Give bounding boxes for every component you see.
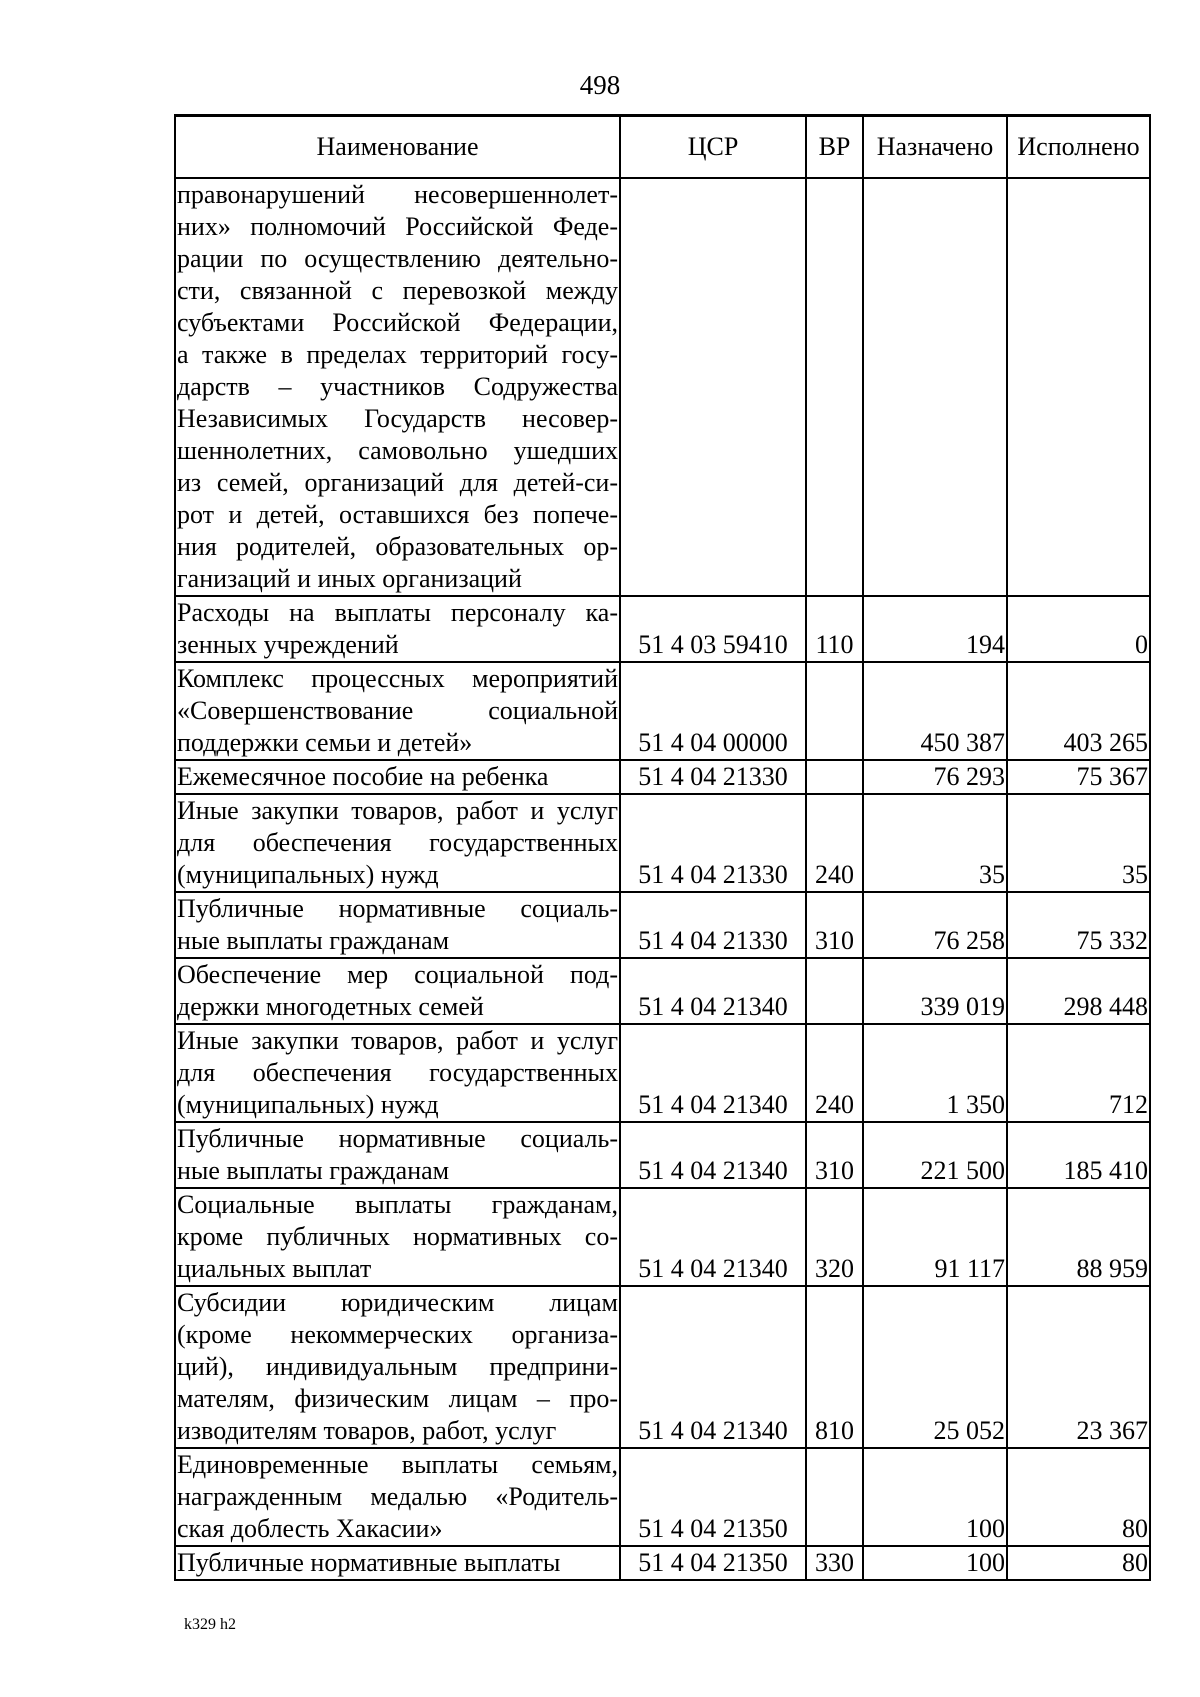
row-vr: 810 (806, 1286, 863, 1448)
header-csr: ЦСР (620, 116, 806, 179)
row-name (175, 760, 620, 794)
row-vr (806, 958, 863, 1024)
row-csr: 51 4 04 21330 (620, 794, 806, 892)
row-name-line: шеннолетних, самовольно ушедших (177, 436, 618, 465)
row-planned: 194 (863, 596, 1007, 662)
row-csr: 51 4 04 21330 (620, 760, 806, 794)
row-name (175, 596, 620, 662)
row-planned: 100 (863, 1448, 1007, 1546)
row-name-line: мателям, физическим лицам – про- (177, 1384, 618, 1413)
row-name-line: кроме публичных нормативных со- (177, 1222, 618, 1251)
row-csr: 51 4 04 21350 (620, 1448, 806, 1546)
row-name-line: держки многодетных семей (177, 992, 484, 1021)
row-csr: 51 4 04 21340 (620, 958, 806, 1024)
row-name-line: Субсидии юридическим лицам (177, 1288, 618, 1317)
row-name-line: Иные закупки товаров, работ и услуг (177, 1026, 618, 1055)
row-name-line: «Совершенствование социальной (177, 696, 618, 725)
row-vr: 320 (806, 1188, 863, 1286)
header-name: Наименование (175, 116, 620, 179)
row-planned: 221 500 (863, 1122, 1007, 1188)
row-name (175, 662, 620, 760)
row-name-line: Ежемесячное пособие на ребенка (177, 762, 549, 791)
row-vr (806, 760, 863, 794)
row-name-line: субъектами Российской Федерации, (177, 308, 618, 337)
row-name-line: Обеспечение мер социальной под- (177, 960, 618, 989)
row-name-line: (кроме некоммерческих организа- (177, 1320, 618, 1349)
row-executed: 75 367 (1007, 760, 1150, 794)
table-row (175, 662, 1150, 760)
table-row (175, 958, 1150, 1024)
row-name-line: награжденным медалью «Родитель- (177, 1482, 618, 1511)
row-name-line: ные выплаты гражданам (177, 926, 450, 955)
table-row (175, 794, 1150, 892)
row-name (175, 794, 620, 892)
row-csr: 51 4 04 21340 (620, 1286, 806, 1448)
table-row (175, 1188, 1150, 1286)
row-name-line: поддержки семьи и детей» (177, 728, 473, 757)
row-planned: 76 293 (863, 760, 1007, 794)
row-name-line: ные выплаты гражданам (177, 1156, 450, 1185)
row-name-line: Независимых Государств несовер- (177, 404, 618, 433)
row-planned: 91 117 (863, 1188, 1007, 1286)
row-name-line: Расходы на выплаты персоналу ка- (177, 598, 618, 627)
table-header-row (175, 116, 1150, 179)
table-row (175, 1448, 1150, 1546)
row-name-line: Комплекс процессных мероприятий (177, 664, 618, 693)
row-planned: 76 258 (863, 892, 1007, 958)
row-csr: 51 4 04 21340 (620, 1024, 806, 1122)
header-planned: Назначено (863, 116, 1007, 179)
row-planned: 339 019 (863, 958, 1007, 1024)
row-name-line: сти, связанной с перевозкой между (177, 276, 618, 305)
table-body (175, 178, 1150, 1580)
table-row (175, 1546, 1150, 1580)
row-planned: 35 (863, 794, 1007, 892)
row-executed: 403 265 (1007, 662, 1150, 760)
row-name-line: ций), индивидуальным предприни- (177, 1352, 618, 1381)
row-name-line: а также в пределах территорий госу- (177, 340, 618, 369)
row-name-line: Публичные нормативные социаль- (177, 894, 618, 923)
row-name-line: (муниципальных) нужд (177, 860, 439, 889)
row-name-line: Социальные выплаты гражданам, (177, 1190, 618, 1219)
row-planned: 1 350 (863, 1024, 1007, 1122)
row-name-line: дарств – участников Содружества (177, 372, 618, 401)
row-name-line: Единовременные выплаты семьям, (177, 1450, 618, 1479)
row-name (175, 1286, 620, 1448)
row-name (175, 178, 620, 596)
table-row (175, 760, 1150, 794)
row-executed: 185 410 (1007, 1122, 1150, 1188)
row-vr (806, 1448, 863, 1546)
row-planned: 25 052 (863, 1286, 1007, 1448)
row-executed: 298 448 (1007, 958, 1150, 1024)
row-vr (806, 178, 863, 596)
row-executed: 80 (1007, 1448, 1150, 1546)
row-name (175, 1024, 620, 1122)
table-row (175, 596, 1150, 662)
row-name-line: ская доблесть Хакасии» (177, 1514, 443, 1543)
row-name-line: них» полномочий Российской Феде- (177, 212, 618, 241)
row-vr: 310 (806, 892, 863, 958)
row-name-line: ния родителей, образовательных ор- (177, 532, 618, 561)
header-vr: ВР (806, 116, 863, 179)
row-name-line: правонарушений несовершеннолет- (177, 180, 618, 209)
row-name-line: зенных учреждений (177, 630, 399, 659)
row-vr: 240 (806, 794, 863, 892)
header-executed: Исполнено (1007, 116, 1150, 179)
row-name-line: рот и детей, оставшихся без попече- (177, 500, 618, 529)
row-csr: 51 4 03 59410 (620, 596, 806, 662)
row-name-line: Публичные нормативные выплаты (177, 1548, 561, 1577)
table-row (175, 1286, 1150, 1448)
row-name (175, 1122, 620, 1188)
budget-table (174, 114, 1151, 1581)
table-row (175, 1122, 1150, 1188)
table-row (175, 1024, 1150, 1122)
row-csr (620, 178, 806, 596)
row-executed: 35 (1007, 794, 1150, 892)
row-name (175, 958, 620, 1024)
row-executed (1007, 178, 1150, 596)
row-executed: 712 (1007, 1024, 1150, 1122)
table-row (175, 892, 1150, 958)
row-executed: 23 367 (1007, 1286, 1150, 1448)
row-name-line: изводителям товаров, работ, услуг (177, 1416, 557, 1445)
row-name (175, 1448, 620, 1546)
row-vr (806, 662, 863, 760)
row-planned: 450 387 (863, 662, 1007, 760)
row-name-line: циальных выплат (177, 1254, 372, 1283)
row-csr: 51 4 04 00000 (620, 662, 806, 760)
row-vr: 110 (806, 596, 863, 662)
table-row (175, 178, 1150, 596)
row-name-line: для обеспечения государственных (177, 1058, 618, 1087)
row-name-line: (муниципальных) нужд (177, 1090, 439, 1119)
row-csr: 51 4 04 21340 (620, 1188, 806, 1286)
footer-code: k329 h2 (184, 1616, 236, 1633)
row-name-line: для обеспечения государственных (177, 828, 618, 857)
row-vr: 330 (806, 1546, 863, 1580)
row-planned (863, 178, 1007, 596)
row-name (175, 1546, 620, 1580)
page-number: 498 (579, 70, 621, 100)
row-name-line: рации по осуществлению деятельно- (177, 244, 618, 273)
row-executed: 75 332 (1007, 892, 1150, 958)
row-csr: 51 4 04 21350 (620, 1546, 806, 1580)
row-executed: 0 (1007, 596, 1150, 662)
row-csr: 51 4 04 21340 (620, 1122, 806, 1188)
row-csr: 51 4 04 21330 (620, 892, 806, 958)
row-vr: 240 (806, 1024, 863, 1122)
row-name-line: из семей, организаций для детей-си- (177, 468, 618, 497)
row-planned: 100 (863, 1546, 1007, 1580)
row-name-line: ганизаций и иных организаций (177, 564, 522, 593)
row-name-line: Иные закупки товаров, работ и услуг (177, 796, 618, 825)
row-name-line: Публичные нормативные социаль- (177, 1124, 618, 1153)
row-executed: 88 959 (1007, 1188, 1150, 1286)
row-vr: 310 (806, 1122, 863, 1188)
row-name (175, 1188, 620, 1286)
row-name (175, 892, 620, 958)
row-executed: 80 (1007, 1546, 1150, 1580)
